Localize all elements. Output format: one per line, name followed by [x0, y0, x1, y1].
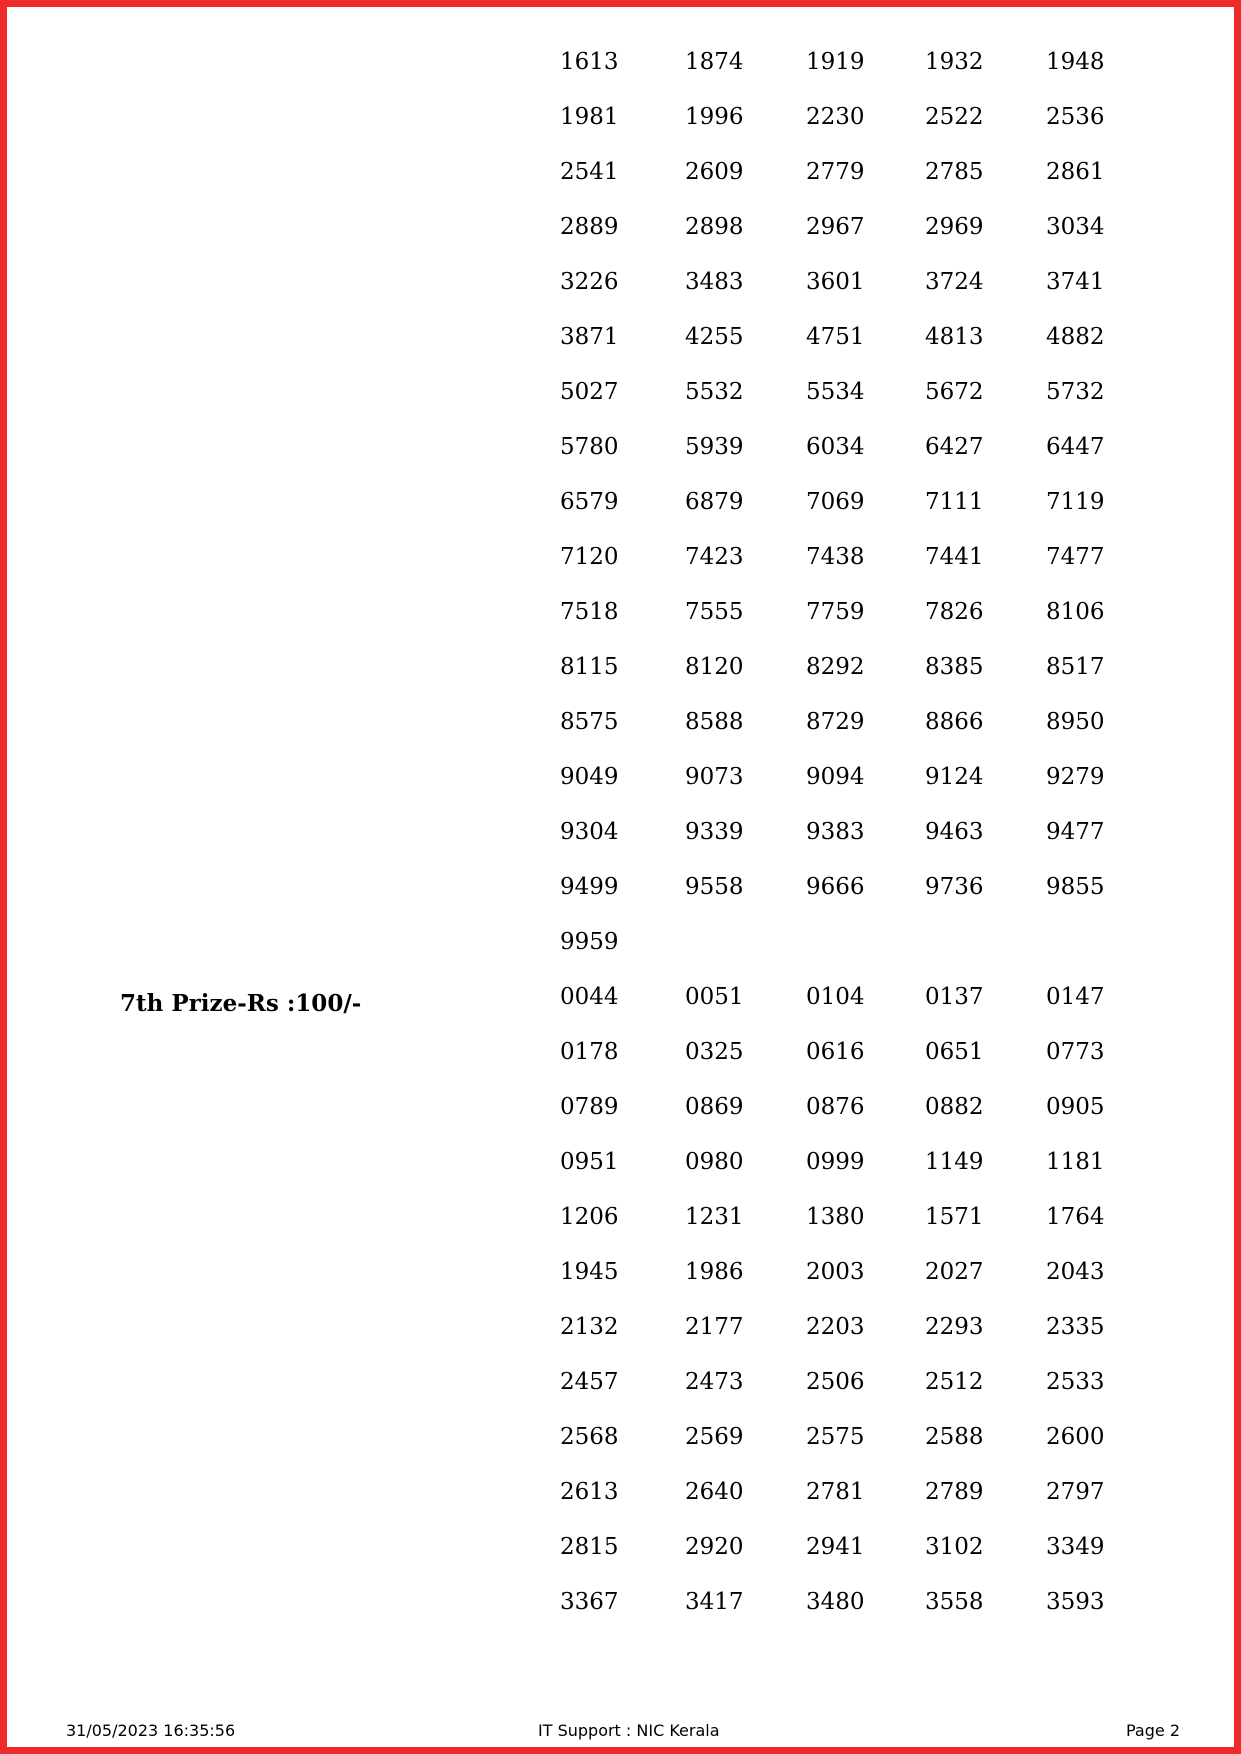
ticket-number: 2003	[806, 1259, 865, 1285]
ticket-number: 1181	[1046, 1149, 1105, 1175]
ticket-number: 8120	[685, 654, 744, 680]
ticket-number: 4255	[685, 324, 744, 350]
ticket-number: 1571	[925, 1204, 984, 1230]
ticket-number: 0773	[1046, 1039, 1105, 1065]
ticket-number: 9049	[560, 764, 619, 790]
ticket-number: 2512	[925, 1369, 984, 1395]
ticket-number: 0876	[806, 1094, 865, 1120]
ticket-number: 2457	[560, 1369, 619, 1395]
ticket-number: 0882	[925, 1094, 984, 1120]
ticket-number: 2781	[806, 1479, 865, 1505]
ticket-number: 6579	[560, 489, 619, 515]
ticket-number: 9094	[806, 764, 865, 790]
ticket-number: 3741	[1046, 269, 1105, 295]
ticket-number: 2898	[685, 214, 744, 240]
ticket-number: 2815	[560, 1534, 619, 1560]
ticket-number: 0104	[806, 984, 865, 1010]
ticket-number: 3480	[806, 1589, 865, 1615]
ticket-number: 2889	[560, 214, 619, 240]
ticket-number: 5780	[560, 434, 619, 460]
ticket-number: 2941	[806, 1534, 865, 1560]
ticket-number: 8106	[1046, 599, 1105, 625]
ticket-number: 2640	[685, 1479, 744, 1505]
ticket-number: 9499	[560, 874, 619, 900]
ticket-number: 9477	[1046, 819, 1105, 845]
ticket-number: 0905	[1046, 1094, 1105, 1120]
ticket-number: 0044	[560, 984, 619, 1010]
ticket-number: 0325	[685, 1039, 744, 1065]
ticket-number: 2861	[1046, 159, 1105, 185]
ticket-number: 9736	[925, 874, 984, 900]
ticket-number: 5534	[806, 379, 865, 405]
ticket-number: 7069	[806, 489, 865, 515]
ticket-number: 0147	[1046, 984, 1105, 1010]
ticket-number: 2177	[685, 1314, 744, 1340]
ticket-number: 3226	[560, 269, 619, 295]
ticket-number: 2600	[1046, 1424, 1105, 1450]
seventh-prize-label: 7th Prize-Rs :100/-	[120, 990, 362, 1017]
ticket-number: 8517	[1046, 654, 1105, 680]
ticket-number: 0651	[925, 1039, 984, 1065]
ticket-number: 8866	[925, 709, 984, 735]
ticket-number: 9383	[806, 819, 865, 845]
ticket-number: 2335	[1046, 1314, 1105, 1340]
ticket-number: 1919	[806, 49, 865, 75]
ticket-number: 8385	[925, 654, 984, 680]
ticket-number: 2473	[685, 1369, 744, 1395]
ticket-number: 2043	[1046, 1259, 1105, 1285]
ticket-number: 3593	[1046, 1589, 1105, 1615]
ticket-number: 4751	[806, 324, 865, 350]
ticket-number: 2203	[806, 1314, 865, 1340]
ticket-number: 3349	[1046, 1534, 1105, 1560]
ticket-number: 0051	[685, 984, 744, 1010]
ticket-number: 2967	[806, 214, 865, 240]
ticket-number: 5027	[560, 379, 619, 405]
ticket-number: 2522	[925, 104, 984, 130]
ticket-number: 5939	[685, 434, 744, 460]
ticket-number: 6427	[925, 434, 984, 460]
ticket-number: 2568	[560, 1424, 619, 1450]
ticket-number: 0137	[925, 984, 984, 1010]
ticket-number: 1764	[1046, 1204, 1105, 1230]
ticket-number: 1996	[685, 104, 744, 130]
ticket-number: 9279	[1046, 764, 1105, 790]
ticket-number: 0869	[685, 1094, 744, 1120]
ticket-number: 1981	[560, 104, 619, 130]
ticket-number: 1149	[925, 1149, 984, 1175]
ticket-number: 9558	[685, 874, 744, 900]
ticket-number: 8575	[560, 709, 619, 735]
ticket-number: 7477	[1046, 544, 1105, 570]
ticket-number: 3558	[925, 1589, 984, 1615]
ticket-number: 7119	[1046, 489, 1105, 515]
ticket-number: 3483	[685, 269, 744, 295]
ticket-number: 2132	[560, 1314, 619, 1340]
ticket-number: 7441	[925, 544, 984, 570]
ticket-number: 3367	[560, 1589, 619, 1615]
ticket-number: 6447	[1046, 434, 1105, 460]
ticket-number: 8950	[1046, 709, 1105, 735]
ticket-number: 1613	[560, 49, 619, 75]
ticket-number: 3102	[925, 1534, 984, 1560]
ticket-number: 6034	[806, 434, 865, 460]
ticket-number: 2230	[806, 104, 865, 130]
ticket-number: 1874	[685, 49, 744, 75]
ticket-number: 4813	[925, 324, 984, 350]
ticket-number: 2536	[1046, 104, 1105, 130]
ticket-number: 3417	[685, 1589, 744, 1615]
ticket-number: 2506	[806, 1369, 865, 1395]
ticket-number: 7518	[560, 599, 619, 625]
ticket-number: 7826	[925, 599, 984, 625]
ticket-number: 1948	[1046, 49, 1105, 75]
ticket-number: 2027	[925, 1259, 984, 1285]
ticket-number: 2588	[925, 1424, 984, 1450]
ticket-number: 2785	[925, 159, 984, 185]
ticket-number: 9855	[1046, 874, 1105, 900]
ticket-number: 7759	[806, 599, 865, 625]
ticket-number: 2969	[925, 214, 984, 240]
ticket-number: 0951	[560, 1149, 619, 1175]
ticket-number: 8729	[806, 709, 865, 735]
footer-page-number: Page 2	[1126, 1721, 1180, 1740]
ticket-number: 8588	[685, 709, 744, 735]
ticket-number: 7423	[685, 544, 744, 570]
ticket-number: 9463	[925, 819, 984, 845]
ticket-number: 1945	[560, 1259, 619, 1285]
ticket-number: 9959	[560, 929, 619, 955]
ticket-number: 0616	[806, 1039, 865, 1065]
ticket-number: 1932	[925, 49, 984, 75]
ticket-number: 7111	[925, 489, 984, 515]
ticket-number: 9666	[806, 874, 865, 900]
ticket-number: 5532	[685, 379, 744, 405]
ticket-number: 0789	[560, 1094, 619, 1120]
ticket-number: 7555	[685, 599, 744, 625]
ticket-number: 2613	[560, 1479, 619, 1505]
footer-timestamp: 31/05/2023 16:35:56	[66, 1721, 236, 1740]
ticket-number: 6879	[685, 489, 744, 515]
ticket-number: 4882	[1046, 324, 1105, 350]
ticket-number: 1231	[685, 1204, 744, 1230]
ticket-number: 1380	[806, 1204, 865, 1230]
ticket-number: 3601	[806, 269, 865, 295]
ticket-number: 2920	[685, 1534, 744, 1560]
ticket-number: 1986	[685, 1259, 744, 1285]
ticket-number: 8115	[560, 654, 619, 680]
ticket-number: 2789	[925, 1479, 984, 1505]
ticket-number: 2541	[560, 159, 619, 185]
ticket-number: 7120	[560, 544, 619, 570]
ticket-number: 7438	[806, 544, 865, 570]
ticket-number: 9304	[560, 819, 619, 845]
ticket-number: 9339	[685, 819, 744, 845]
ticket-number: 3724	[925, 269, 984, 295]
ticket-number: 3871	[560, 324, 619, 350]
ticket-number: 5732	[1046, 379, 1105, 405]
ticket-number: 2293	[925, 1314, 984, 1340]
ticket-number: 0178	[560, 1039, 619, 1065]
ticket-number: 9124	[925, 764, 984, 790]
ticket-number: 2533	[1046, 1369, 1105, 1395]
ticket-number: 2569	[685, 1424, 744, 1450]
ticket-number: 0999	[806, 1149, 865, 1175]
ticket-number: 8292	[806, 654, 865, 680]
ticket-number: 3034	[1046, 214, 1105, 240]
ticket-number: 0980	[685, 1149, 744, 1175]
ticket-number: 9073	[685, 764, 744, 790]
ticket-number: 2575	[806, 1424, 865, 1450]
ticket-number: 2779	[806, 159, 865, 185]
ticket-number: 2609	[685, 159, 744, 185]
footer-support-text: IT Support : NIC Kerala	[538, 1721, 720, 1740]
ticket-number: 5672	[925, 379, 984, 405]
ticket-number: 2797	[1046, 1479, 1105, 1505]
ticket-number: 1206	[560, 1204, 619, 1230]
